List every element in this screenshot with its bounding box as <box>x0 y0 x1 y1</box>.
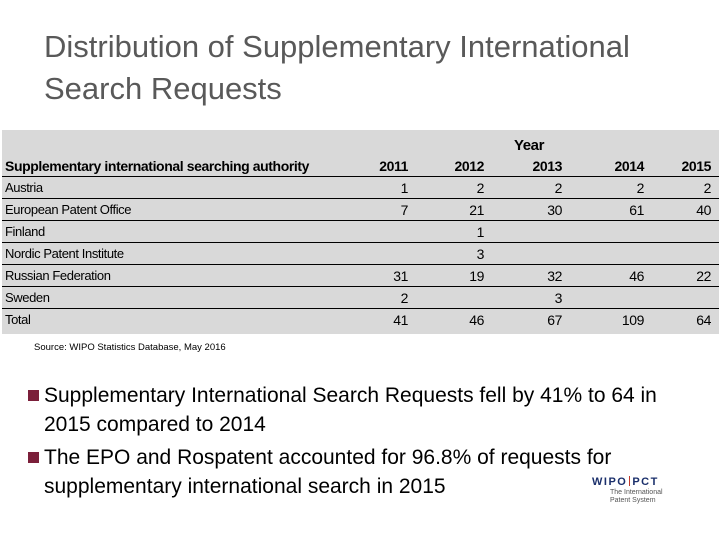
authority-name: Russian Federation <box>2 265 344 287</box>
authority-name: Austria <box>2 177 344 199</box>
table-cell: 3 <box>416 243 492 265</box>
authority-name: European Patent Office <box>2 199 344 221</box>
table-cell: 22 <box>652 265 719 287</box>
table-cell: 46 <box>570 265 652 287</box>
table-cell <box>570 221 652 243</box>
table-cell: 32 <box>492 265 570 287</box>
table-cell <box>492 221 570 243</box>
table-cell: 30 <box>492 199 570 221</box>
table-cell: 2 <box>570 177 652 199</box>
table-cell <box>570 243 652 265</box>
table-cell <box>570 287 652 309</box>
table-cell: 19 <box>416 265 492 287</box>
table-cell <box>652 243 719 265</box>
logo-separator <box>629 476 630 486</box>
square-bullet-icon <box>28 390 39 401</box>
table-cell: 109 <box>621 311 644 328</box>
table-cell <box>416 287 492 309</box>
table-cell: 21 <box>416 199 492 221</box>
authority-name: Sweden <box>2 287 344 309</box>
table-cell: 46 <box>469 311 484 328</box>
table-row <box>2 243 719 265</box>
table-cell: 1 <box>416 221 492 243</box>
slide-title: Distribution of Supplementary International Search Requests <box>44 29 630 106</box>
authority-name: Finland <box>2 221 344 243</box>
table-cell: 2 <box>416 177 492 199</box>
table-cell: 61 <box>570 199 652 221</box>
table-cell: 1 <box>344 177 416 199</box>
table-cell <box>344 221 416 243</box>
logo-subtitle-line1: The International <box>610 489 663 496</box>
table-row <box>2 221 719 243</box>
authority-name: Total <box>5 312 31 327</box>
data-table-container <box>2 130 719 334</box>
logo-subtitle-line2: Patent System <box>610 497 656 504</box>
table-cell: 2 <box>344 287 416 309</box>
table-cell <box>652 287 719 309</box>
table-cell: 41 <box>393 311 408 328</box>
table-cell: 31 <box>344 265 416 287</box>
table-cell: 64 <box>696 311 712 328</box>
year-column-header: 2011 <box>344 155 416 177</box>
table-cell: 2 <box>652 177 719 199</box>
table-cell <box>344 243 416 265</box>
year-column-header: 2013 <box>492 155 570 177</box>
bullet-text: Supplementary International Search Requests fell by 41% to 64 in 2015 compared to 2014 <box>44 384 657 436</box>
table-row <box>2 287 719 309</box>
authority-column-header: Supplementary international searching authority <box>2 155 344 177</box>
table-row <box>2 199 719 221</box>
table-cell: 2 <box>492 177 570 199</box>
authority-name: Nordic Patent Institute <box>2 243 344 265</box>
table-cell <box>652 221 719 243</box>
table-row-total <box>2 309 719 331</box>
wipo-pct-logo <box>592 476 692 510</box>
column-header-row <box>2 155 719 177</box>
year-header: Year <box>513 137 545 154</box>
source-note: Source: WIPO Statistics Database, May 2016 <box>34 342 226 353</box>
table-cell: 40 <box>652 199 719 221</box>
table-cell: 67 <box>547 311 562 328</box>
data-table <box>2 130 719 330</box>
square-bullet-icon <box>28 452 39 463</box>
bullet-item <box>28 381 708 439</box>
logo-pct-text: PCT <box>632 476 659 488</box>
table-row <box>2 177 719 199</box>
logo-wipo-text: WIPO <box>592 476 628 488</box>
bullet-text: The EPO and Rospatent accounted for 96.8% of requests for supplementary international search in 2015 <box>44 446 612 498</box>
table-cell <box>492 243 570 265</box>
year-column-header: 2015 <box>652 155 719 177</box>
year-column-header: 2012 <box>416 155 492 177</box>
year-column-header: 2014 <box>570 155 652 177</box>
table-row <box>2 265 719 287</box>
table-cell: 7 <box>344 199 416 221</box>
table-cell: 3 <box>492 287 570 309</box>
